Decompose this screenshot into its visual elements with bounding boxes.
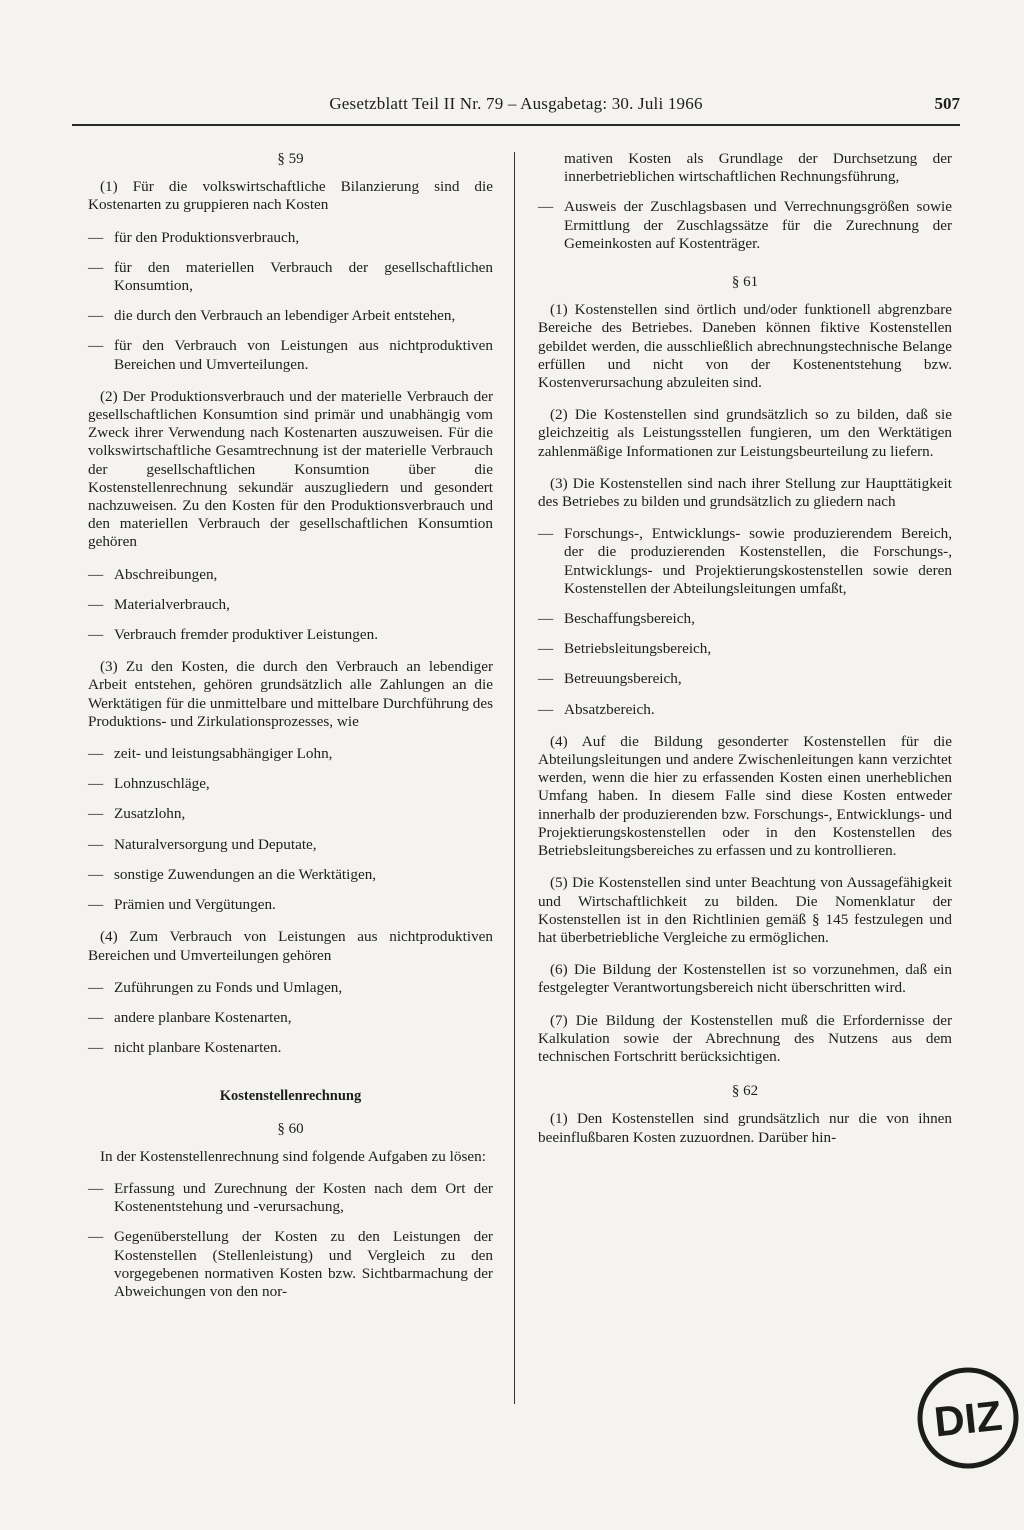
page-number: 507 xyxy=(934,94,960,113)
list-item: — andere planbare Kostenarten, xyxy=(88,1009,493,1027)
list-item: — Prämien und Vergütungen. xyxy=(88,896,493,914)
list-item: — Materialverbrauch, xyxy=(88,596,493,614)
section-59-paragraph-2: (2) Der Produktionsverbrauch und der materielle Verbrauch der gesellschaftlichen Konsumtion sind primär und unabhängig vom Zweck ihrer Verwendung nach Kostenarten auszuweisen. Für die volkswirtschaftliche Gesamtrechnung ist der materielle Verbrauch der gesellschaftlichen Konsumtion über die Kostenstellenrechnung sekundär auszugliedern und gesondert nachzuweisen. Zu den Kosten für den Produktionsverbrauch und den materiellen Verbrauch der gesellschaftlichen Konsumtion gehören xyxy=(88,387,493,551)
labour-costs-list xyxy=(88,745,493,914)
section-59-paragraph-1: (1) Für die volkswirtschaftliche Bilanzierung sind die Kostenarten zu gruppieren nach Kosten xyxy=(88,178,493,214)
header-title: Gesetzblatt Teil II Nr. 79 – Ausgabetag: 30. Juli 1966 xyxy=(329,94,703,113)
continued-text: mativen Kosten als Grundlage der Durchsetzung der innerbetrieblichen wirtschaftlichen Rechnungsführung, xyxy=(564,150,952,186)
tasks-list-continued xyxy=(538,198,952,253)
list-item: — für den Verbrauch von Leistungen aus nichtproduktiven Bereichen und Umverteilungen. xyxy=(88,337,493,373)
list-item: — Abschreibungen, xyxy=(88,566,493,584)
section-60-title: § 60 xyxy=(277,1120,304,1137)
list-item: — Forschungs-, Entwicklungs- sowie produzierendem Bereich, der die produzierenden Kostenstellen, die Forschungs-, Entwicklungs- und Projektierungskostenstellen sowie deren Kostenstellen der Abteilungsleitungen umfaßt, xyxy=(538,525,952,598)
list-item: — für den Produktionsverbrauch, xyxy=(88,229,493,247)
section-61-paragraph-4: (4) Auf die Bildung gesonderter Kostenstellen für die Abteilungsleitungen und andere Zwischenleitungen kann verzichtet werden, wenn die hier zu erfassenden Kosten einen unerheblichen Umfang haben. In diesem Falle sind diese Kosten entweder innerhalb der produzierenden bzw. Forschungs-, Entwicklungs- und Projektierungskostenstellen oder in den Kostenstellen des Betriebsleitungsbereiches zu erfassen und zu kontrollieren. xyxy=(538,732,952,860)
stamp-text: DIZ xyxy=(931,1391,1005,1446)
list-item: — Naturalversorgung und Deputate, xyxy=(88,836,493,854)
section-61-paragraph-7: (7) Die Bildung der Kostenstellen muß die Erfordernisse der Kalkulation sowie der Abrechnung des Nutzens aus dem technischen Fortschritt berücksichtigen. xyxy=(538,1011,952,1065)
list-item: — Betriebsleitungsbereich, xyxy=(538,640,952,658)
cost-groups-list xyxy=(88,229,493,374)
column-divider xyxy=(514,152,515,1404)
header-rule xyxy=(72,124,960,126)
section-61-paragraph-3: (3) Die Kostenstellen sind nach ihrer Stellung zur Haupttätigkeit des Betriebes zu bilden und grundsätzlich zu gliedern nach xyxy=(538,474,952,511)
section-62-title: § 62 xyxy=(731,1083,759,1100)
right-column xyxy=(538,150,952,1161)
list-item: — Ausweis der Zuschlagsbasen und Verrechnungsgrößen sowie Ermittlung der Zuschlagssätze für die Zurechnung der Gemeinkosten auf Kostenträger. xyxy=(538,198,952,253)
section-61-paragraph-6: (6) Die Bildung der Kostenstellen ist so vorzunehmen, daß ein festgelegter Verantwortungsbereich nicht überschritten wird. xyxy=(538,961,952,997)
list-item: — Lohnzuschläge, xyxy=(88,775,493,793)
list-item: — Verbrauch fremder produktiver Leistungen. xyxy=(88,626,493,644)
left-column xyxy=(88,150,493,1315)
list-item: — sonstige Zuwendungen an die Werktätigen, xyxy=(88,866,493,884)
list-item: — für den materiellen Verbrauch der gesellschaftlichen Konsumtion, xyxy=(88,259,493,295)
list-item: — Zuführungen zu Fonds und Umlagen, xyxy=(88,979,493,997)
section-61-paragraph-2: (2) Die Kostenstellen sind grundsätzlich so zu bilden, daß sie gleichzeitig als Leistungsstellen fungieren, um den Werktätigen zahlenmäßige Informationen zur Leistungsbeurteilung zu liefern. xyxy=(538,406,952,460)
section-61-title: § 61 xyxy=(731,274,759,291)
chapter-heading: Kostenstellenrechnung xyxy=(219,1088,362,1105)
section-61-paragraph-5: (5) Die Kostenstellen sind unter Beachtung von Aussagefähigkeit und Wirtschaftlichkeit zu bilden. Die Nomenklatur der Kostenstellen ist in den Richtlinien gemäß § 145 festzulegen und hat überbetriebliche Vergleiche zu ermöglichen. xyxy=(538,874,952,946)
list-item: — die durch den Verbrauch an lebendiger Arbeit entstehen, xyxy=(88,307,493,325)
section-59-title: § 59 xyxy=(277,151,304,167)
list-item: — Absatzbereich. xyxy=(538,701,952,719)
list-item: — Gegenüberstellung der Kosten zu den Leistungen der Kostenstellen (Stellenleistung) und Vergleich zu den vorgegebenen normativen Kosten bzw. Sichtbarmachung der Abweichungen von den nor- xyxy=(88,1228,493,1301)
section-60-paragraph: In der Kostenstellenrechnung sind folgende Aufgaben zu lösen: xyxy=(100,1147,486,1165)
non-productive-list xyxy=(88,979,493,1058)
list-item: — Betreuungsbereich, xyxy=(538,670,952,688)
cost-center-areas-list xyxy=(538,525,952,719)
list-item: — zeit- und leistungsabhängiger Lohn, xyxy=(88,745,493,763)
list-item: — Zusatzlohn, xyxy=(88,805,493,823)
list-item: — Erfassung und Zurechnung der Kosten nach dem Ort der Kostenentstehung und -verursachung, xyxy=(88,1180,493,1216)
tasks-list xyxy=(88,1180,493,1301)
page-header xyxy=(72,94,960,120)
section-61-paragraph-1: (1) Kostenstellen sind örtlich und/oder funktionell abgrenzbare Bereiche des Betriebes. Daneben können fiktive Kostenstellen gebildet werden, die ausschließlich abrechnungstechnische Belange erfüllen und nicht von der Kostenentstehung bzw. Kostenverursachung abzuleiten sind. xyxy=(538,301,952,392)
section-62-paragraph-1: (1) Den Kostenstellen sind grundsätzlich nur die von ihnen beeinflußbaren Kosten zuzuordnen. Darüber hin- xyxy=(538,1110,952,1146)
production-consumption-list xyxy=(88,566,493,645)
list-item: — nicht planbare Kostenarten. xyxy=(88,1039,493,1057)
section-59-paragraph-3: (3) Zu den Kosten, die durch den Verbrauch an lebendiger Arbeit entstehen, gehören grundsätzlich alle Zahlungen an die Werktätigen für die unmittelbare und mittelbare Durchführung des Produktions- und Zirkulationsprozesses, wie xyxy=(88,658,493,730)
list-item: — Beschaffungsbereich, xyxy=(538,610,952,628)
diz-stamp-icon xyxy=(916,1366,1020,1470)
section-59-paragraph-4: (4) Zum Verbrauch von Leistungen aus nichtproduktiven Bereichen und Umverteilungen gehören xyxy=(88,928,493,964)
